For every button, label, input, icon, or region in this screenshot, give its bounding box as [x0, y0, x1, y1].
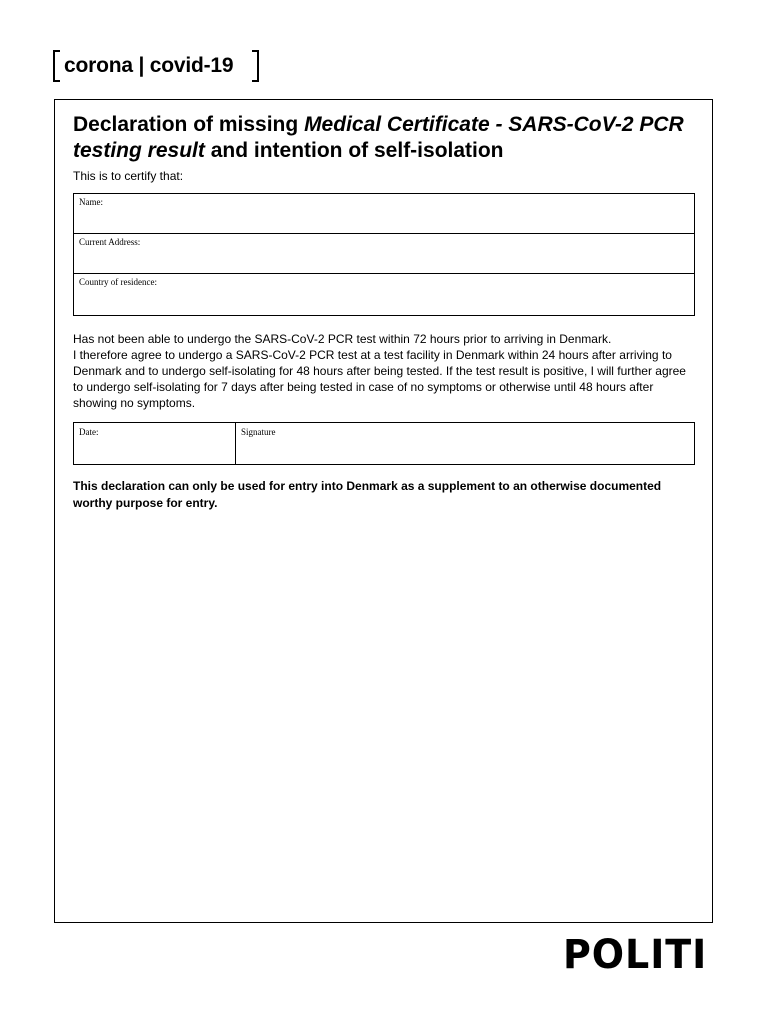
- corona-covid-logo: [53, 50, 259, 84]
- declaration-note: This declaration can only be used for entry into Denmark as a supplement to an otherwise documented worthy purpose for entry.: [73, 479, 662, 510]
- form-title: [73, 112, 703, 164]
- signature-field[interactable]: [236, 423, 694, 464]
- logo-text: corona | covid-19: [64, 54, 234, 77]
- form-subtitle: This is to certify that:: [73, 169, 184, 183]
- declaration-body: [73, 331, 698, 411]
- logo-left-bracket: [53, 50, 60, 82]
- title-italic: Medical Certificate - SARS-CoV-2 PCR testing result: [73, 113, 684, 162]
- address-label: Current Address:: [79, 237, 141, 247]
- country-field[interactable]: [74, 274, 694, 315]
- date-field[interactable]: [74, 423, 236, 464]
- name-field[interactable]: [74, 194, 694, 234]
- date-label: Date:: [79, 427, 99, 437]
- country-label: Country of residence:: [79, 277, 157, 287]
- title-part2: and intention of self-isolation: [204, 139, 504, 162]
- logo-right-bracket: [252, 50, 259, 82]
- body-line-1: Has not been able to undergo the SARS-CoV-2 PCR test within 72 hours prior to arriving in Denmark.: [73, 332, 612, 346]
- personal-details-box: [73, 193, 695, 316]
- name-label: Name:: [79, 197, 103, 207]
- title-part1: Declaration of missing: [73, 113, 305, 136]
- signature-label: Signature: [241, 427, 276, 437]
- politi-logo: POLITI: [563, 932, 708, 978]
- body-line-2: I therefore agree to undergo a SARS-CoV-2 PCR test at a test facility in Denmark within 24 hours after arriving to Denmark and to undergo self-isolating for 48 hours after being tested. If the test result is positive, I will further agree to undergo self-isolating for 7 days after being tested in case of no symptoms or otherwise until 48 hours after showing no symptoms.: [73, 348, 686, 410]
- date-signature-box: [73, 422, 695, 465]
- address-field[interactable]: [74, 234, 694, 274]
